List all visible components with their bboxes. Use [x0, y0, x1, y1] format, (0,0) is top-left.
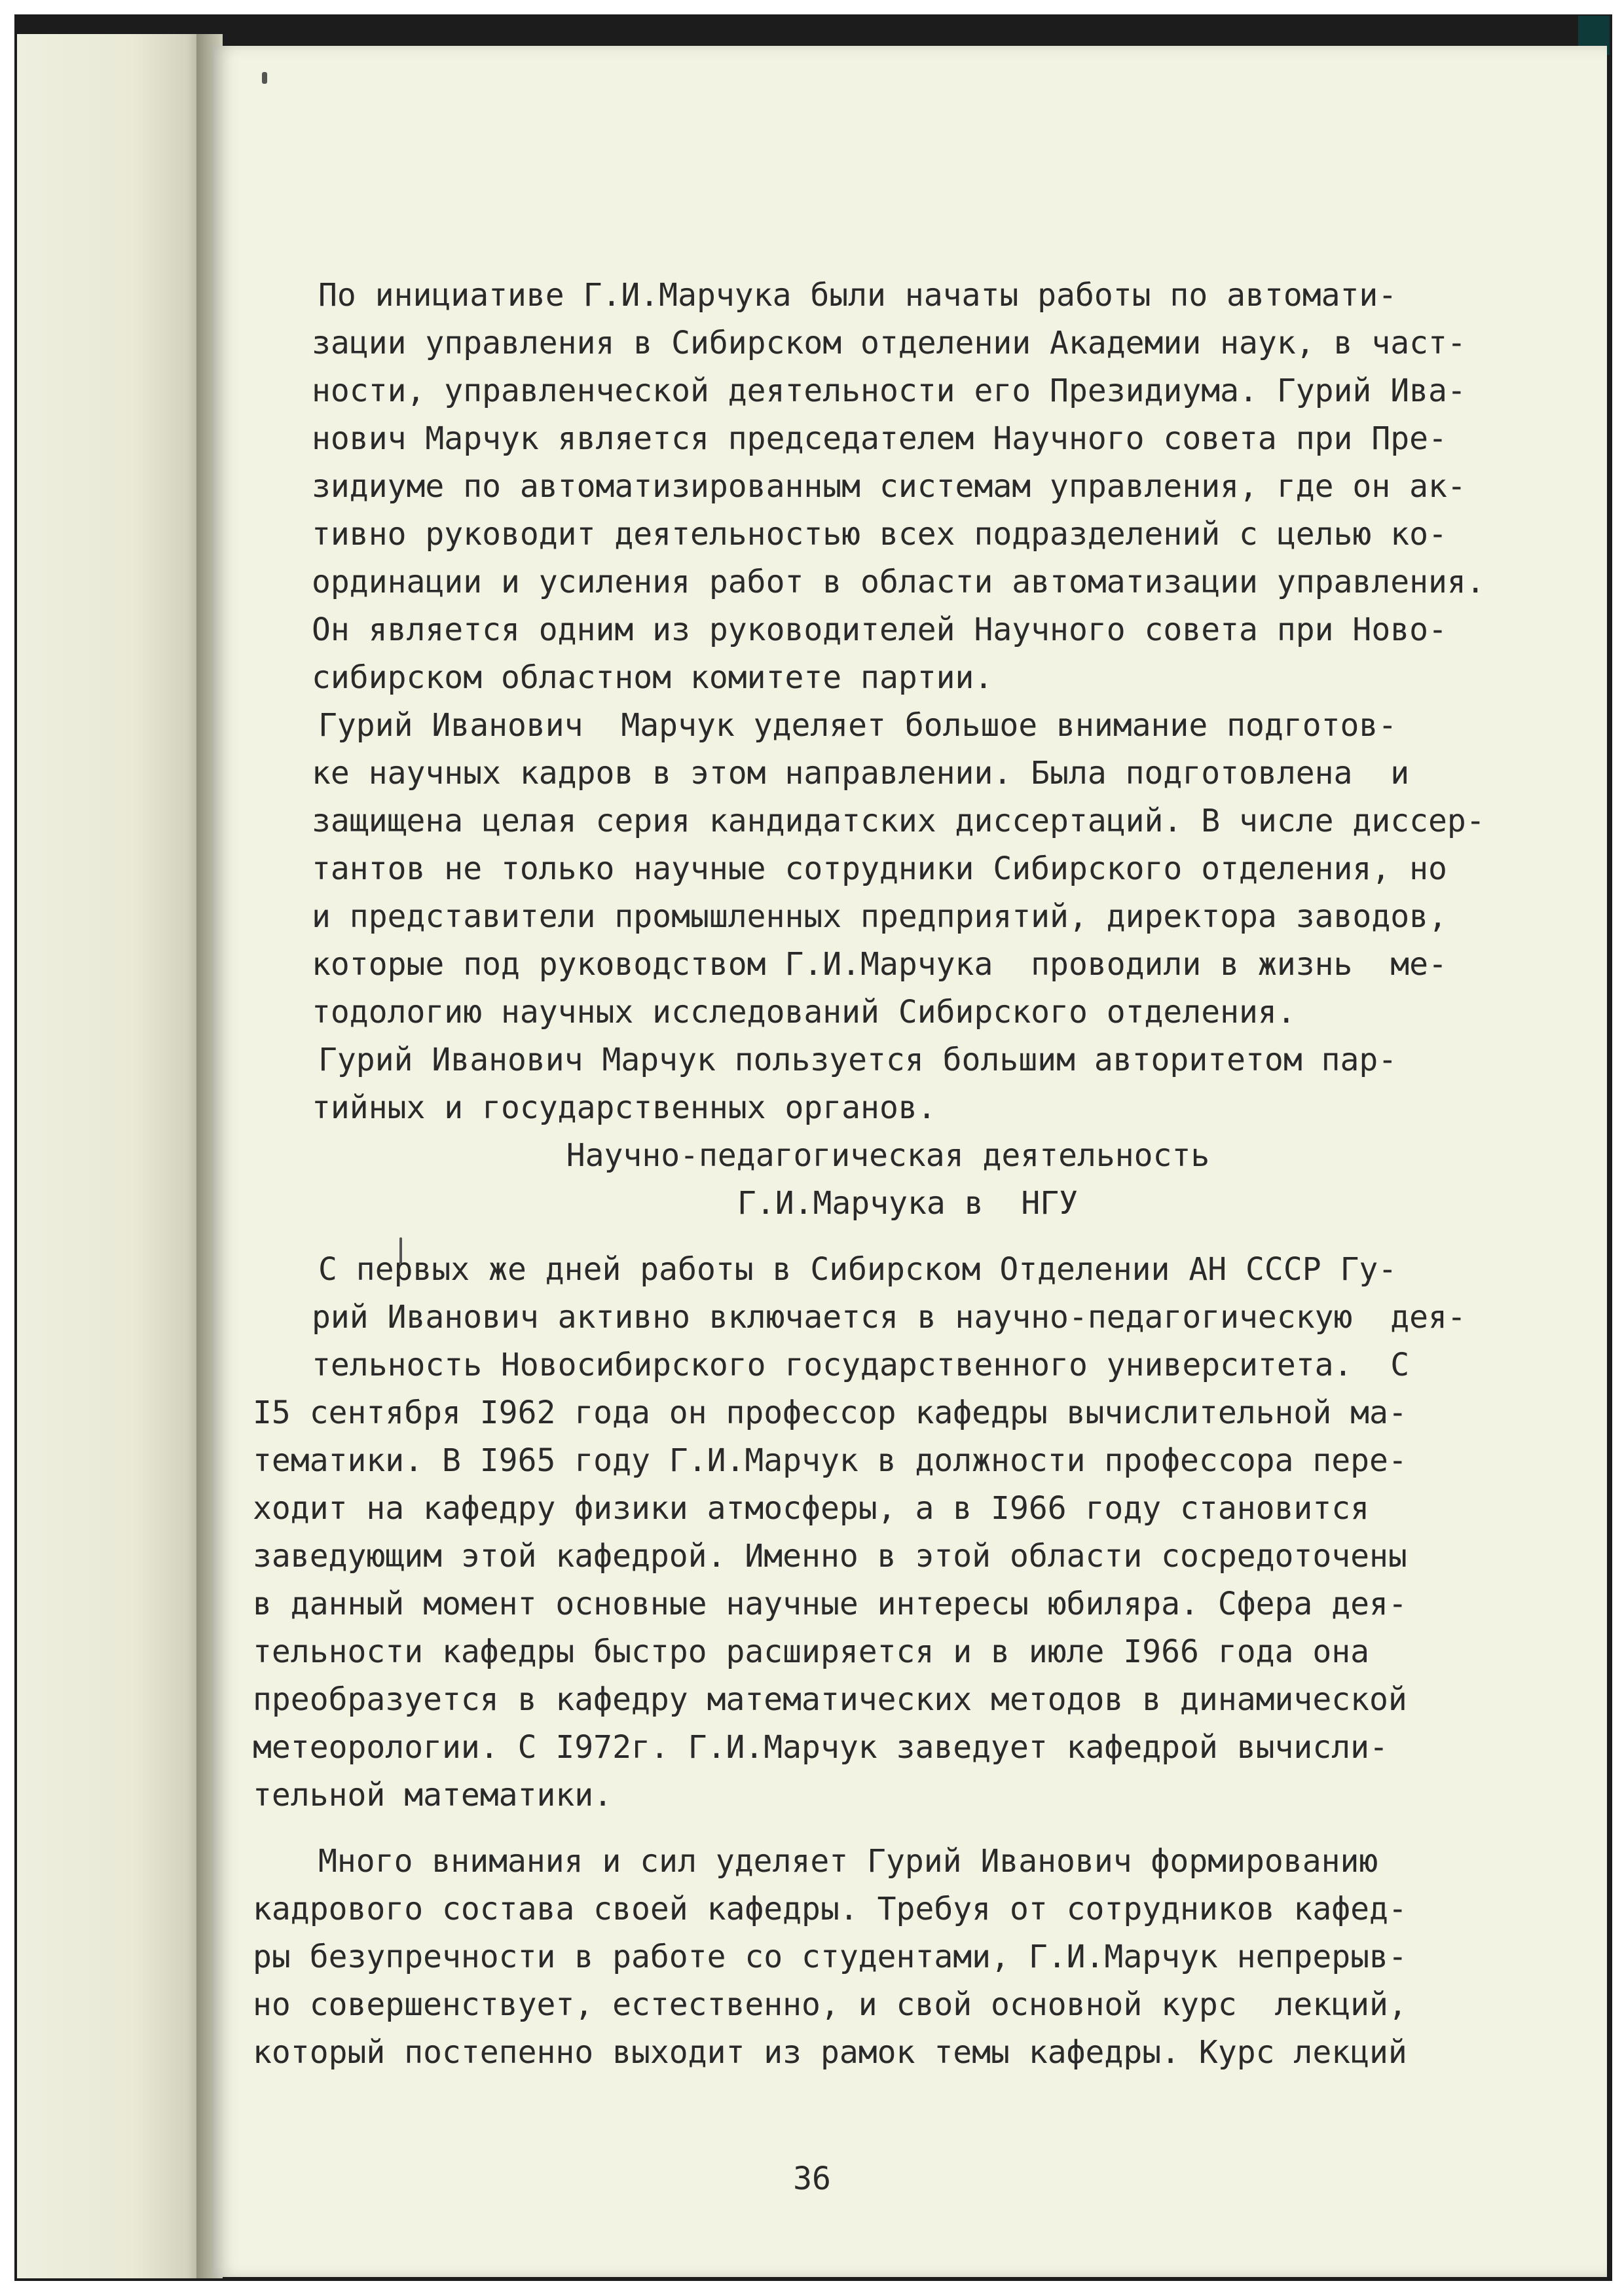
text-line: Он является одним из руководителей Научного совета при Ново-: [312, 611, 1447, 648]
text-line: ке научных кадров в этом направлении. Была подготовлена и: [312, 755, 1410, 792]
text-line: Гурий Иванович Марчук уделяет большое внимание подготов-: [318, 707, 1397, 744]
document-body: [253, 272, 1485, 2077]
text-line: но совершенствует, естественно, и свой основной курс лекций,: [253, 1986, 1407, 2023]
text-line: тематики. В I965 году Г.И.Марчук в должности профессора пере-: [253, 1442, 1407, 1479]
text-line: тантов не только научные сотрудники Сибирского отделения, но: [312, 850, 1447, 887]
paragraph-2: [312, 702, 1485, 1036]
text-line: ности, управленческой деятельности его Президиума. Гурий Ива-: [312, 373, 1466, 409]
heading-line: Г.И.Марчука в НГУ: [737, 1185, 1079, 1222]
section-heading: [318, 1132, 1458, 1228]
text-line: заведующим этой кафедрой. Именно в этой области сосредоточены: [253, 1538, 1407, 1575]
text-line: тодологию научных исследований Сибирского отделения.: [312, 994, 1296, 1030]
text-line: которые под руководством Г.И.Марчука проводили в жизнь ме-: [312, 946, 1447, 983]
text-line: тивно руководит деятельностью всех подразделений с целью ко-: [312, 516, 1447, 553]
heading-line: Научно-педагогическая деятельность: [566, 1137, 1210, 1174]
text-line: По инициативе Г.И.Марчука были начаты работы по автомати-: [318, 277, 1397, 314]
paragraph-4: [253, 1246, 1466, 1819]
text-line: тельность Новосибирского государственного университета. С: [312, 1347, 1410, 1383]
text-line: кадрового состава своей кафедры. Требуя от сотрудников кафед-: [253, 1891, 1407, 1927]
text-line: нович Марчук является председателем Научного совета при Пре-: [312, 420, 1447, 457]
text-line: ходит на кафедру физики атмосферы, а в I966 году становится: [253, 1490, 1370, 1527]
text-line: зации управления в Сибирском отделении Академии наук, в част-: [312, 325, 1466, 361]
text-line: Много внимания и сил уделяет Гурий Иванович формированию: [318, 1843, 1378, 1880]
paragraph-5: [253, 1838, 1458, 2077]
text-line: рий Иванович активно включается в научно-педагогическую дея-: [312, 1299, 1466, 1336]
text-line: Гурий Иванович Марчук пользуется большим авторитетом пар-: [318, 1042, 1397, 1078]
text-line: сибирском областном комитете партии.: [312, 659, 993, 696]
paragraph-3: [312, 1036, 1458, 1132]
text-line: защищена целая серия кандидатских диссертаций. В числе диссер-: [312, 803, 1485, 839]
paragraph-1: [312, 272, 1485, 702]
text-line: С первых же дней работы в Сибирском Отделении АН СССР Гу-: [318, 1251, 1397, 1288]
text-line: ры безупречности в работе со студентами, Г.И.Марчук непрерыв-: [253, 1939, 1407, 1975]
text-line: ординации и усиления работ в области автоматизации управления.: [312, 564, 1485, 600]
text-line: зидиуме по автоматизированным системам управления, где он ак-: [312, 468, 1466, 505]
text-line: тельности кафедры быстро расширяется и в июле I966 года она: [253, 1633, 1370, 1670]
text-line: в данный момент основные научные интересы юбиляра. Сфера дея-: [253, 1586, 1407, 1622]
text-line: и представители промышленных предприятий, директора заводов,: [312, 898, 1447, 935]
ink-mark: [262, 72, 267, 84]
previous-page-edge: [17, 34, 211, 2278]
text-line: метеорологии. С I972г. Г.И.Марчук заведует кафедрой вычисли-: [253, 1729, 1388, 1766]
text-line: I5 сентября I962 года он профессор кафедры вычислительной ма-: [253, 1394, 1407, 1431]
page-number: 36: [793, 2160, 831, 2197]
text-line: который постепенно выходит из рамок темы кафедры. Курс лекций: [253, 2034, 1407, 2071]
text-line: тельной математики.: [253, 1777, 613, 1813]
text-line: преобразуется в кафедру математических методов в динамической: [253, 1681, 1407, 1718]
text-line: тийных и государственных органов.: [312, 1089, 936, 1126]
